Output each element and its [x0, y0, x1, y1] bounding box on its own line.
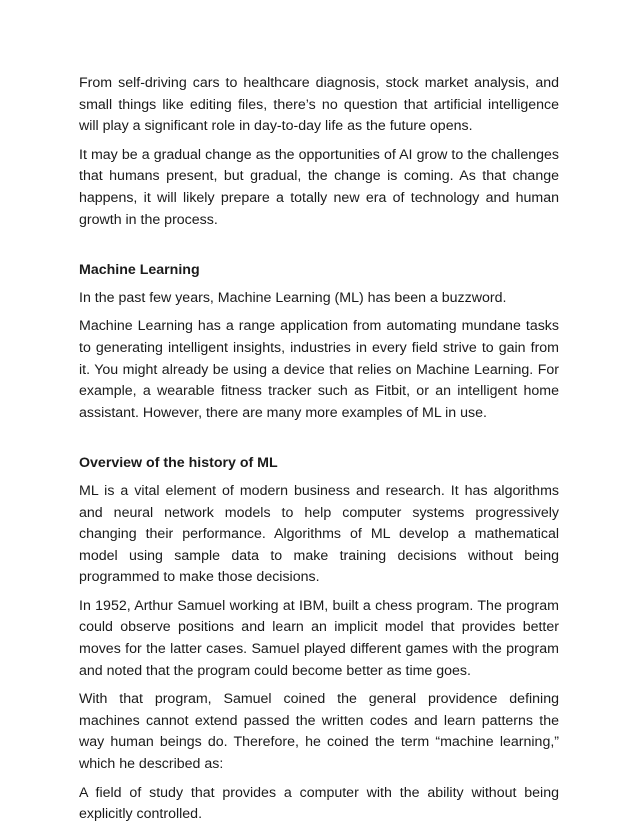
- history-heading: Overview of the history of ML: [79, 455, 278, 472]
- history-paragraph-1: ML is a vital element of modern business and research. It has algorithms and neural network models to help computer systems progressively changing their performance. Algorithms of ML develop a mathematical model using sample data to make training decisions without being programmed to make those decisions.: [79, 482, 559, 586]
- history-paragraph-2: In 1952, Arthur Samuel working at IBM, built a chess program. The program could observe positions and learn an implicit model that provides better moves for the latter cases. Samuel played different games with the program and noted that the program could become better as time goes.: [79, 597, 559, 679]
- machine-learning-paragraph-1: In the past few years, Machine Learning (ML) has been a buzzword.: [79, 289, 507, 306]
- machine-learning-heading: Machine Learning: [79, 262, 200, 279]
- history-paragraph-3: With that program, Samuel coined the general providence defining machines cannot extend passed the written codes and learn patterns the way human beings do. Therefore, he coined the term “machine learning,” which he described as:: [79, 691, 559, 773]
- machine-learning-paragraph-2: Machine Learning has a range application from automating mundane tasks to generating intelligent insights, industries in every field strive to gain from it. You might already be using a device that relies on Machine Learning. For example, a wearable fitness tracker such as Fitbit, or an intelligent home assistant. However, there are many more examples of ML in use.: [79, 318, 559, 421]
- intro-paragraph-1: From self-driving cars to healthcare diagnosis, stock market analysis, and small things like editing files, there’s no question that artificial intelligence will play a significant role in day-to-day life as the future opens.: [79, 75, 559, 135]
- document-page: [79, 73, 559, 826]
- intro-paragraph-2: It may be a gradual change as the opportunities of AI grow to the challenges that humans present, but gradual, the change is coming. As that change happens, it will likely prepare a totally new era of technology and human growth in the process.: [79, 146, 559, 228]
- history-paragraph-4: A field of study that provides a computer with the ability without being explicitly controlled.: [79, 784, 559, 823]
